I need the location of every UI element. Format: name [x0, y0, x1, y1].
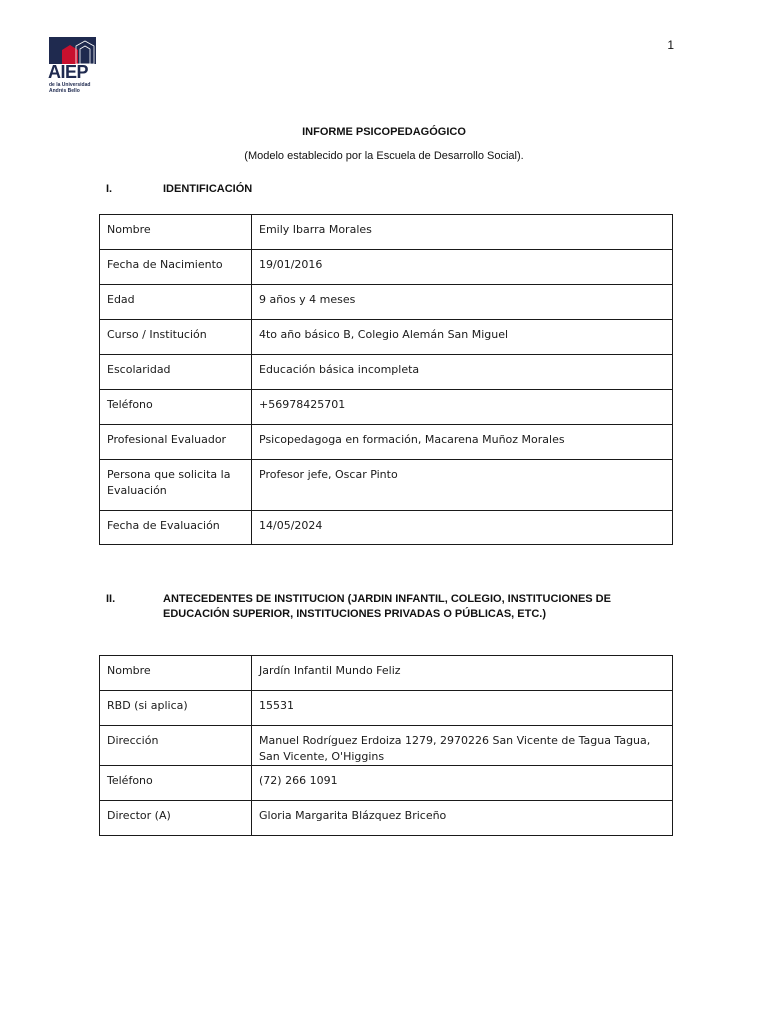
section-title: IDENTIFICACIÓN	[163, 183, 253, 195]
section-antecedentes-heading	[106, 592, 666, 624]
row-value: Profesor jefe, Oscar Pinto	[252, 460, 673, 511]
row-label: Escolaridad	[100, 355, 252, 390]
row-value: (72) 266 1091	[252, 766, 673, 801]
logo-wordmark: AIEP	[48, 62, 89, 82]
row-label: Director (A)	[100, 801, 252, 836]
row-label: Fecha de Evaluación	[100, 511, 252, 545]
row-label: RBD (si aplica)	[100, 691, 252, 726]
logo-subtext-line2: Andrés Bello	[49, 88, 80, 94]
row-label: Curso / Institución	[100, 320, 252, 355]
logo-subtext-line1: de la Universidad	[49, 82, 91, 88]
aiep-logo	[48, 37, 98, 95]
page-number: 1	[667, 38, 674, 52]
table-row	[100, 656, 673, 691]
row-value: Educación básica incompleta	[252, 355, 673, 390]
row-value: Jardín Infantil Mundo Feliz	[252, 656, 673, 691]
row-value: +56978425701	[252, 390, 673, 425]
row-label: Teléfono	[100, 390, 252, 425]
table-row	[100, 460, 673, 511]
row-value: Psicopedagoga en formación, Macarena Muñoz Morales	[252, 425, 673, 460]
row-value: Gloria Margarita Blázquez Briceño	[252, 801, 673, 836]
row-value: 15531	[252, 691, 673, 726]
row-value: 9 años y 4 meses	[252, 285, 673, 320]
logo-subtext	[49, 82, 99, 94]
row-label: Nombre	[100, 215, 252, 250]
document-subtitle: (Modelo establecido por la Escuela de Desarrollo Social).	[244, 150, 524, 162]
row-value: Manuel Rodríguez Erdoiza 1279, 2970226 San Vicente de Tagua Tagua, San Vicente, O'Higgins	[252, 726, 673, 766]
row-label: Teléfono	[100, 766, 252, 801]
table-row	[100, 390, 673, 425]
row-label: Fecha de Nacimiento	[100, 250, 252, 285]
table-row	[100, 355, 673, 390]
table-row	[100, 766, 673, 801]
institution-table	[99, 655, 673, 836]
row-value: 14/05/2024	[252, 511, 673, 545]
row-value: 4to año básico B, Colegio Alemán San Miguel	[252, 320, 673, 355]
table-row	[100, 425, 673, 460]
table-row	[100, 320, 673, 355]
section-number: II.	[106, 593, 116, 605]
row-label: Persona que solicita la Evaluación	[100, 460, 252, 511]
document-title: INFORME PSICOPEDAGÓGICO	[302, 126, 466, 138]
section-title: ANTECEDENTES DE INSTITUCION (JARDIN INFANTIL, COLEGIO, INSTITUCIONES DE EDUCACIÓN SUPERIOR, INSTITUCIONES PRIVADAS O PÚBLICAS, ETC.)	[163, 593, 611, 620]
table-row	[100, 801, 673, 836]
row-label: Profesional Evaluador	[100, 425, 252, 460]
logo-emblem-icon	[49, 37, 96, 64]
row-label: Dirección	[100, 726, 252, 766]
identification-table	[99, 214, 673, 545]
table-row	[100, 726, 673, 766]
section-number: I.	[106, 183, 113, 195]
row-label: Edad	[100, 285, 252, 320]
table-row	[100, 511, 673, 545]
row-value: Emily Ibarra Morales	[252, 215, 673, 250]
row-label: Nombre	[100, 656, 252, 691]
table-row	[100, 215, 673, 250]
table-row	[100, 285, 673, 320]
table-row	[100, 691, 673, 726]
table-row	[100, 250, 673, 285]
section-identificacion-heading	[106, 182, 666, 198]
row-value: 19/01/2016	[252, 250, 673, 285]
